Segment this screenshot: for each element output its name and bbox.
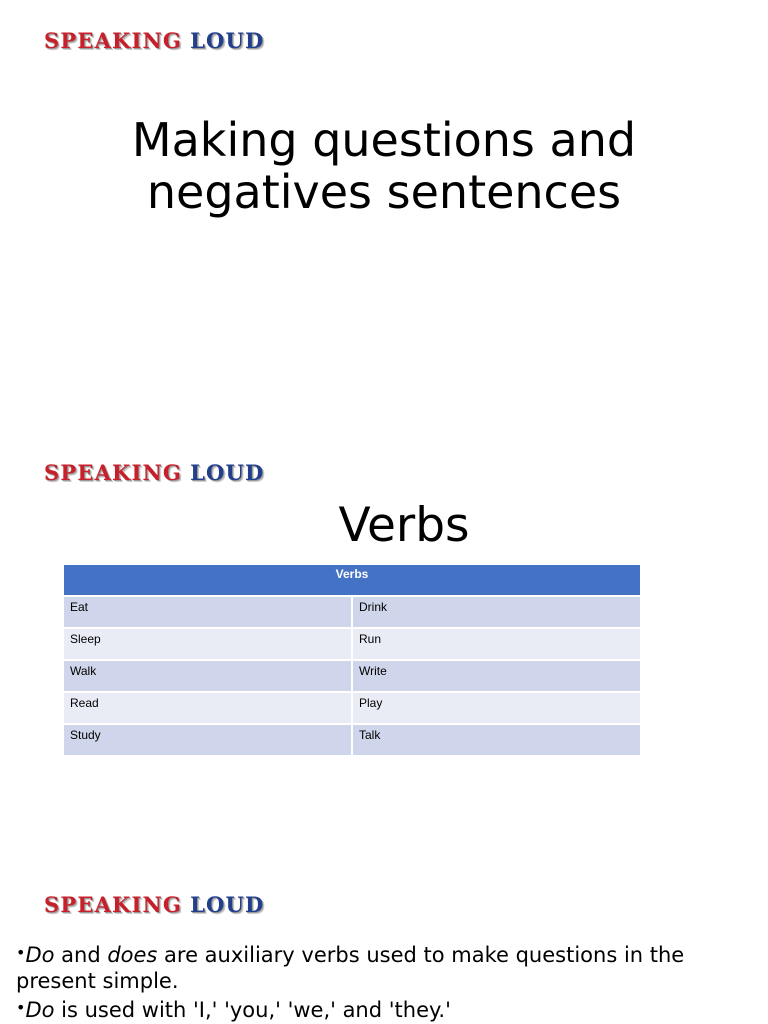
verbs-table-header: Verbs [64, 565, 640, 596]
bullet-dot: • [16, 943, 26, 962]
table-cell: Read [64, 692, 352, 724]
table-cell: Walk [64, 660, 352, 692]
speaking-loud-logo [44, 460, 264, 485]
table-row [64, 724, 640, 756]
table-cell: Write [352, 660, 640, 692]
slide-title-heading [0, 114, 768, 218]
logo-word-loud: LOUD [190, 28, 265, 53]
bullet-list [16, 940, 756, 1024]
table-row [64, 692, 640, 724]
bullet-dot: • [16, 998, 26, 1017]
logo-word-speaking: SPEAKING [44, 28, 183, 53]
speaking-loud-logo [44, 892, 264, 917]
verbs-heading: Verbs [338, 498, 470, 553]
bullet-text: is used with 'I,' 'you,' 'we,' and 'they.' [54, 998, 451, 1022]
table-row [64, 596, 640, 628]
bullet-emphasis-do: Do [25, 998, 55, 1022]
bullet-item [16, 995, 756, 1023]
logo-word-speaking: SPEAKING [44, 892, 183, 917]
title-line-1: Making questions and [131, 113, 637, 167]
title-line-2: negatives sentences [146, 165, 622, 219]
bullet-emphasis-do: Do [25, 943, 55, 967]
verbs-table [64, 565, 640, 757]
table-cell: Study [64, 724, 352, 756]
table-cell: Talk [352, 724, 640, 756]
bullet-text: and [54, 943, 108, 967]
bullet-text: are auxiliary verbs used to make questions in the present simple. [16, 943, 685, 993]
slide-title [0, 0, 768, 432]
slide-auxiliary-verbs [0, 864, 768, 1024]
speaking-loud-logo [44, 28, 264, 53]
table-row [64, 628, 640, 660]
table-cell: Eat [64, 596, 352, 628]
table-cell: Drink [352, 596, 640, 628]
logo-word-loud: LOUD [190, 892, 265, 917]
slide-verbs [0, 432, 768, 864]
table-row [64, 660, 640, 692]
logo-word-loud: LOUD [190, 460, 265, 485]
bullet-emphasis-does: does [107, 943, 158, 967]
logo-word-speaking: SPEAKING [44, 460, 183, 485]
table-cell: Play [352, 692, 640, 724]
table-cell: Sleep [64, 628, 352, 660]
table-cell: Run [352, 628, 640, 660]
bullet-item [16, 940, 756, 994]
